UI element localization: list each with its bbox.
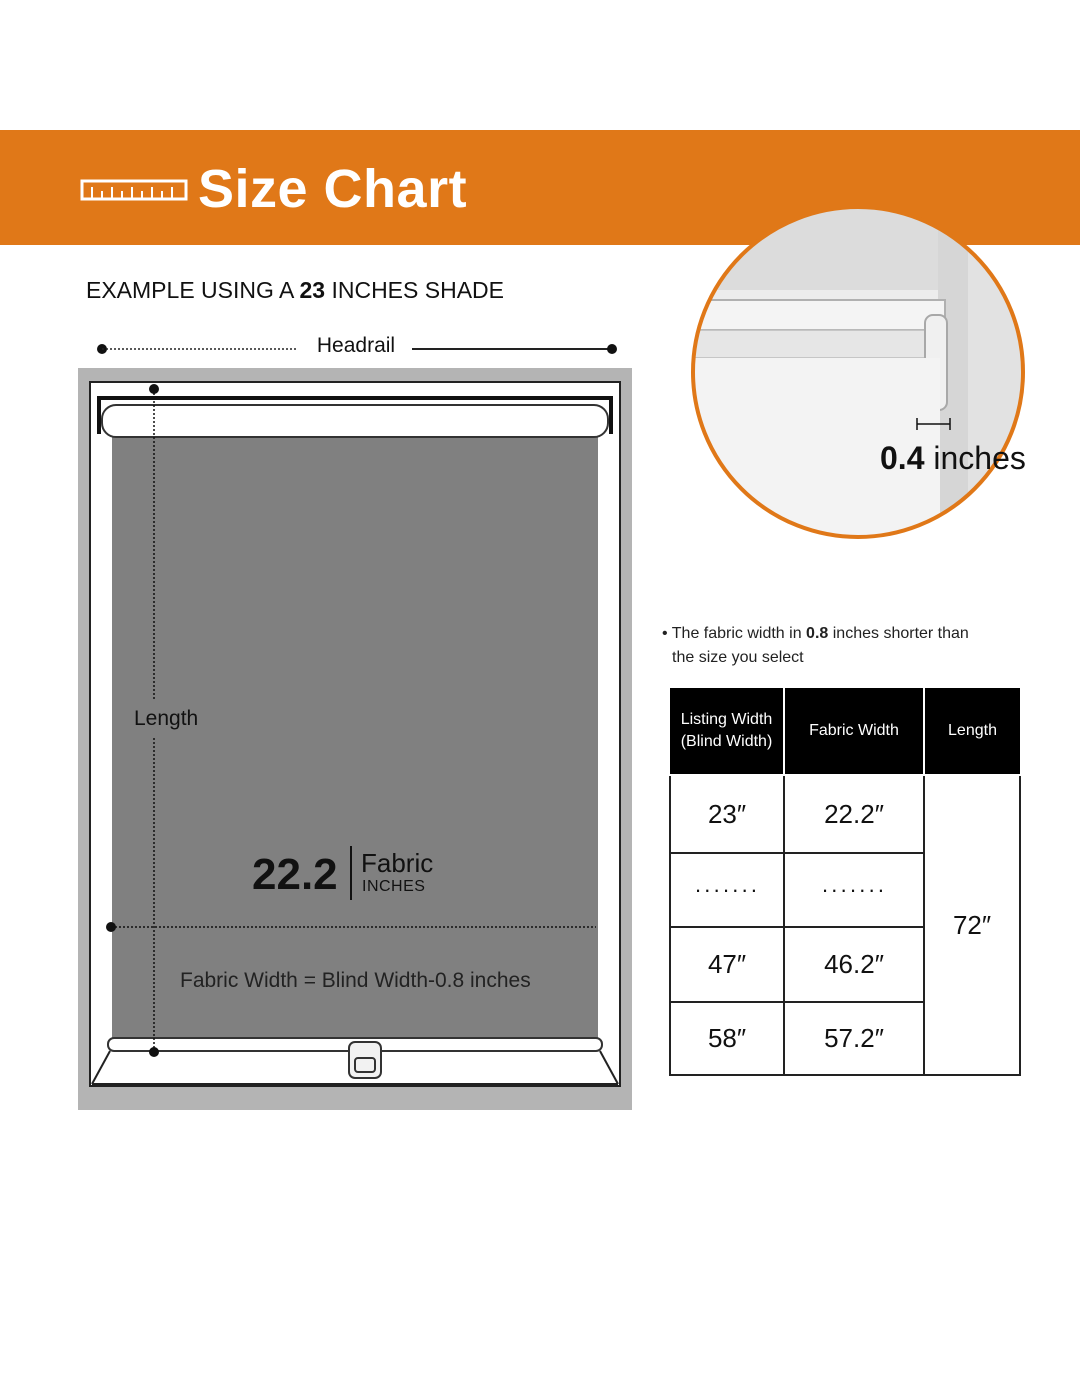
fabric-value: 22.2 <box>252 850 338 899</box>
length-cell: 72″ <box>924 775 1020 1075</box>
roller-tube <box>102 405 608 437</box>
example-number: 23 <box>299 277 326 303</box>
header-length: Length <box>924 688 1020 775</box>
fabric-label: Fabric <box>361 848 434 878</box>
length-label: Length <box>134 707 199 730</box>
fabric-formula: Fabric Width = Blind Width-0.8 inches <box>180 969 531 992</box>
listing-width-cell: 47″ <box>670 927 784 1002</box>
note-line2: the size you select <box>672 649 804 666</box>
header-listing-width: Listing Width (Blind Width) <box>670 688 784 775</box>
example-prefix: EXAMPLE USING A <box>86 277 300 303</box>
fabric-note <box>662 622 1002 670</box>
note-suffix: inches shorter than <box>828 625 969 642</box>
table-row <box>670 775 1020 853</box>
callout-value: 0.4 <box>880 440 925 476</box>
fabric-width-cell: ······· <box>784 853 924 927</box>
header-fabric-width: Fabric Width <box>784 688 924 775</box>
fabric-unit: INCHES <box>362 878 426 895</box>
fabric-width-cell: 57.2″ <box>784 1002 924 1075</box>
table-header-row <box>670 688 1020 775</box>
headrail-label: Headrail <box>306 334 406 358</box>
note-prefix: The fabric width in <box>667 625 807 642</box>
fabric-width-cell: 46.2″ <box>784 927 924 1002</box>
listing-width-cell: 58″ <box>670 1002 784 1075</box>
callout-unit: inches <box>924 440 1026 476</box>
fabric-panel <box>112 430 598 1042</box>
example-suffix: INCHES SHADE <box>325 277 504 303</box>
size-table <box>669 688 1021 1076</box>
callout-label <box>880 440 1026 477</box>
zoom-callout <box>690 205 1030 548</box>
note-value: 0.8 <box>806 625 829 642</box>
pull-tab <box>349 1042 381 1078</box>
listing-width-cell: 23″ <box>670 775 784 853</box>
fabric-width-cell: 22.2″ <box>784 775 924 853</box>
listing-width-cell: ······· <box>670 853 784 927</box>
page-title: Size Chart <box>198 159 468 219</box>
note-bullet: • <box>662 625 668 642</box>
